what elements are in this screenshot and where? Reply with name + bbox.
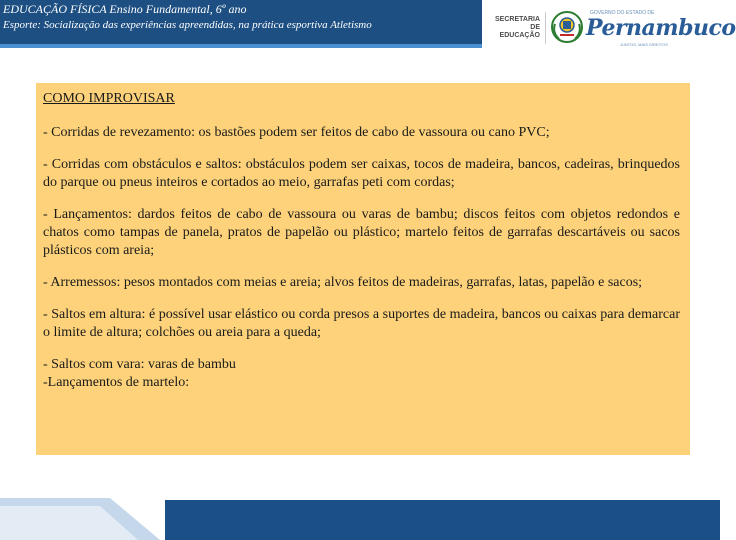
logo-divider	[545, 12, 546, 44]
secretaria-line1: SECRETARIA	[495, 16, 540, 23]
header-subject: EDUCAÇÃO FÍSICA Ensino Fundamental, 6º ano	[3, 2, 247, 16]
item-obstaculos: - Corridas com obstáculos e saltos: obstáculos podem ser caixas, tocos de madeira, bancos, cadeiras, brinquedos do parque ou pneus inteiros e cortados ao meio, garrafas peti com cordas;	[43, 157, 680, 190]
header-topic: Esporte: Socialização das experiências apreendidas, na prática esportiva Atletismo	[3, 19, 372, 31]
item-saltos-vara: - Saltos com vara: varas de bambu	[43, 357, 236, 372]
footer-decoration	[0, 488, 720, 540]
brand-name: Pernambuco	[586, 15, 736, 41]
content-title: COMO IMPROVISAR	[43, 91, 175, 106]
header-accent-stripe	[0, 44, 482, 48]
item-lancamentos: - Lançamentos: dardos feitos de cabo de vassoura ou varas de bambu; discos feitos com objetos redondos e chatos como tampas de panela, pratos de papelão ou plástico; martelo feitos de garrafas descartáveis ou sacos plásticos com areia;	[43, 207, 680, 258]
content-box	[36, 83, 690, 455]
logo-area	[490, 4, 736, 50]
item-saltos-altura: - Saltos em altura: é possível usar elástico ou corda presos a suportes de madeira, bancos ou caixas para demarcar o limite de altura; colchões ou areia para a queda;	[43, 307, 680, 340]
item-lancamento-martelo: -Lançamentos de martelo:	[43, 375, 190, 390]
item-revezamento: - Corridas de revezamento: os bastões podem ser feitos de cabo de vassoura ou cano PVC;	[43, 125, 550, 140]
secretaria-line2: DE EDUCAÇÃO	[499, 24, 540, 39]
secretaria-logo-text	[490, 16, 540, 40]
state-seal-icon	[550, 10, 584, 44]
brand-prefix: GOVERNO DO ESTADO DE	[590, 10, 655, 16]
header-bar	[0, 0, 482, 44]
brand-slogan: JUNTOS, MAIS DIREITOS	[620, 42, 668, 47]
item-arremessos: - Arremessos: pesos montados com meias e areia; alvos feitos de madeiras, garrafas, latas, papelão e sacos;	[43, 275, 643, 290]
